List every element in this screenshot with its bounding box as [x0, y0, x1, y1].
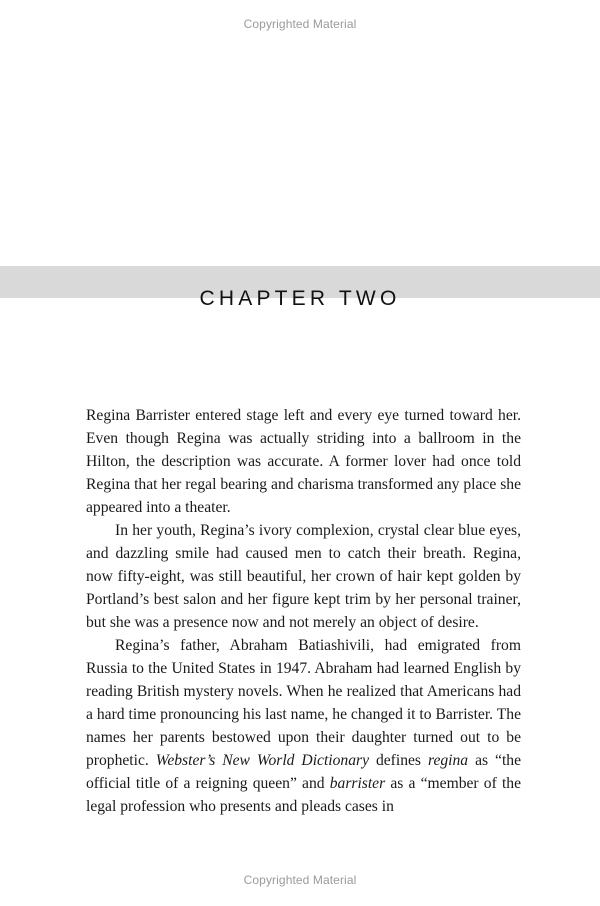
term-regina: regina: [427, 752, 469, 769]
dictionary-title: Webster’s New World Dictionary: [155, 752, 369, 769]
paragraph-3: [86, 634, 521, 818]
paragraph-1: Regina Barrister entered stage left and every eye turned toward her. Even though Regina was actually striding into a ballroom in the Hilton, the description was accurate. A former lover had once told Regina that her regal bearing and charisma transformed any place she appeared into a theater.: [86, 407, 521, 516]
chapter-title: CHAPTER TWO: [199, 287, 401, 310]
copyright-watermark-top: Copyrighted Material: [243, 17, 357, 31]
paragraph-2: In her youth, Regina’s ivory complexion, crystal clear blue eyes, and dazzling smile had caused men to catch their breath. Regina, now fifty-eight, was still beautiful, her crown of hair kept golden by Portland’s best salon and her figure kept trim by her personal trainer, but she was a presence now and not merely an object of desire.: [86, 522, 521, 631]
paragraph-3-text: Regina’s father, Abraham Batiashivili, had emigrated from Russia to the United States in 1947. Abraham had learned English by reading British mystery novels. When he realized that Americans had a hard time pronouncing his last name, he changed it to Barrister. The names her parents bestowed upon their daughter turned out to be prophetic.: [86, 637, 521, 769]
term-barrister: barrister: [329, 775, 386, 792]
paragraph-3-text: defines: [369, 752, 428, 769]
paragraph-3-text: as “the official title of a reigning queen” and: [86, 752, 522, 792]
copyright-watermark-bottom: Copyrighted Material: [243, 873, 357, 887]
paragraph-3-text: as a “member of the legal profession who presents and pleads cases in: [86, 775, 521, 815]
body-text: [86, 404, 521, 818]
